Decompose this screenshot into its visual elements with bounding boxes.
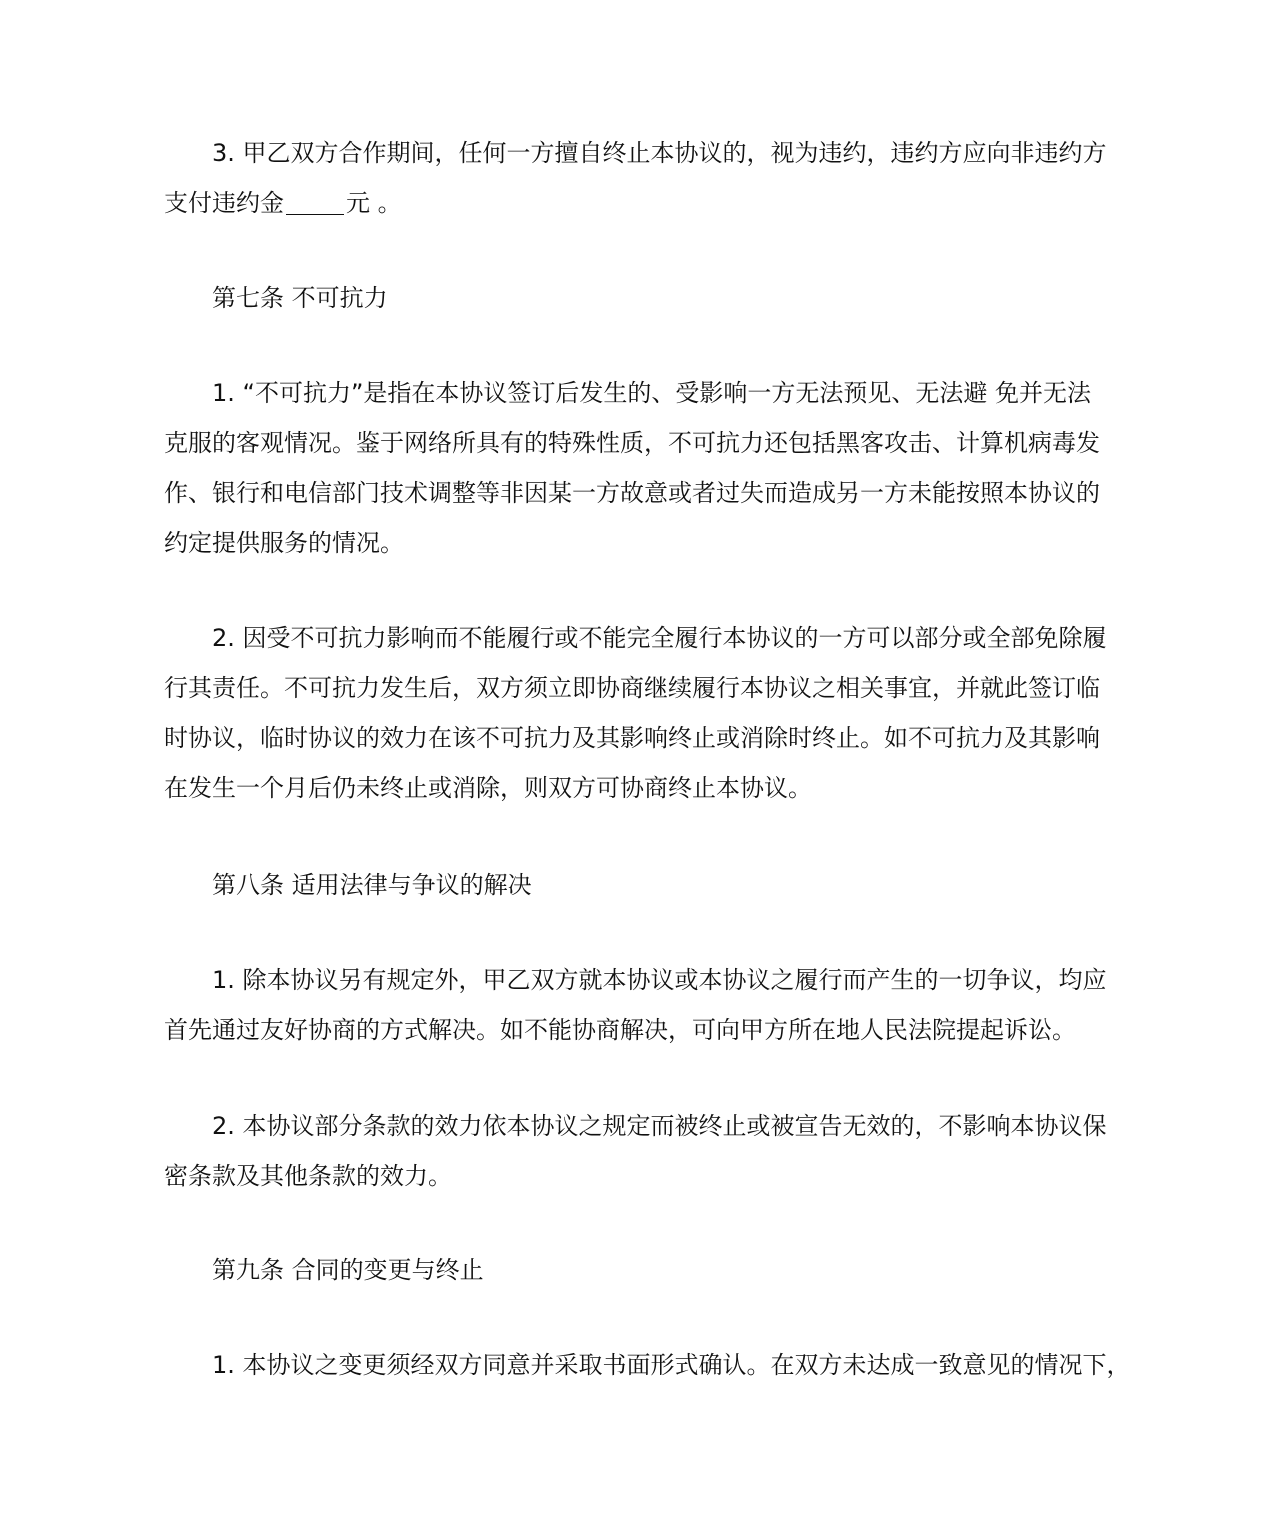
paragraph-line: 首先通过友好协商的方式解决。如不能协商解决，可向甲方所在地人民法院提起诉讼。 xyxy=(164,1016,1076,1044)
article-8-heading xyxy=(164,860,1124,910)
paragraph-line: 2. 因受不可抗力影响而不能履行或不能完全履行本协议的一方可以部分或全部免除履 xyxy=(212,624,1107,652)
paragraph-line: 行其责任。不可抗力发生后，双方须立即协商继续履行本协议之相关事宜，并就此签订临 xyxy=(164,674,1100,702)
article-7-item-1 xyxy=(164,368,1124,568)
paragraph-line: 克服的客观情况。鉴于网络所具有的特殊性质，不可抗力还包括黑客攻击、计算机病毒发 xyxy=(164,429,1100,457)
paragraph-line: 约定提供服务的情况。 xyxy=(164,529,404,557)
paragraph-line: 1. 本协议之变更须经双方同意并采取书面形式确认。在双方未达成一致意见的情况下， xyxy=(212,1351,1131,1379)
clause-6-item-3 xyxy=(164,128,1124,228)
paragraph-line: 3. 甲乙双方合作期间，任何一方擅自终止本协议的，视为违约，违约方应向非违约方 xyxy=(212,139,1107,167)
paragraph-line: 时协议，临时协议的效力在该不可抗力及其影响终止或消除时终止。如不可抗力及其影响 xyxy=(164,724,1100,752)
paragraph-line: 在发生一个月后仍未终止或消除，则双方可协商终止本协议。 xyxy=(164,774,812,802)
section-heading: 第八条 适用法律与争议的解决 xyxy=(212,871,532,899)
article-9-heading xyxy=(164,1245,1124,1295)
paragraph-line xyxy=(164,178,1124,228)
penalty-label: 支付违约金 xyxy=(164,189,284,217)
article-8-item-2 xyxy=(164,1101,1124,1201)
paragraph-line: 1. 除本协议另有规定外，甲乙双方就本协议或本协议之履行而产生的一切争议，均应 xyxy=(212,966,1107,994)
blank-underline xyxy=(286,188,344,215)
article-8-item-1 xyxy=(164,955,1124,1055)
article-7-item-2 xyxy=(164,613,1124,813)
section-heading: 第九条 合同的变更与终止 xyxy=(212,1256,484,1284)
paragraph-line: 1. “不可抗力”是指在本协议签订后发生的、受影响一方无法预见、无法避 免并无法 xyxy=(212,379,1092,407)
section-heading: 第七条 不可抗力 xyxy=(212,284,388,312)
penalty-unit: 元 。 xyxy=(346,189,402,217)
article-9-item-1 xyxy=(164,1340,1131,1390)
paragraph-line: 作、银行和电信部门技术调整等非因某一方故意或者过失而造成另一方未能按照本协议的 xyxy=(164,479,1100,507)
article-7-heading xyxy=(164,273,1124,323)
paragraph-line: 密条款及其他条款的效力。 xyxy=(164,1162,452,1190)
paragraph-line: 2. 本协议部分条款的效力依本协议之规定而被终止或被宣告无效的，不影响本协议保 xyxy=(212,1112,1107,1140)
